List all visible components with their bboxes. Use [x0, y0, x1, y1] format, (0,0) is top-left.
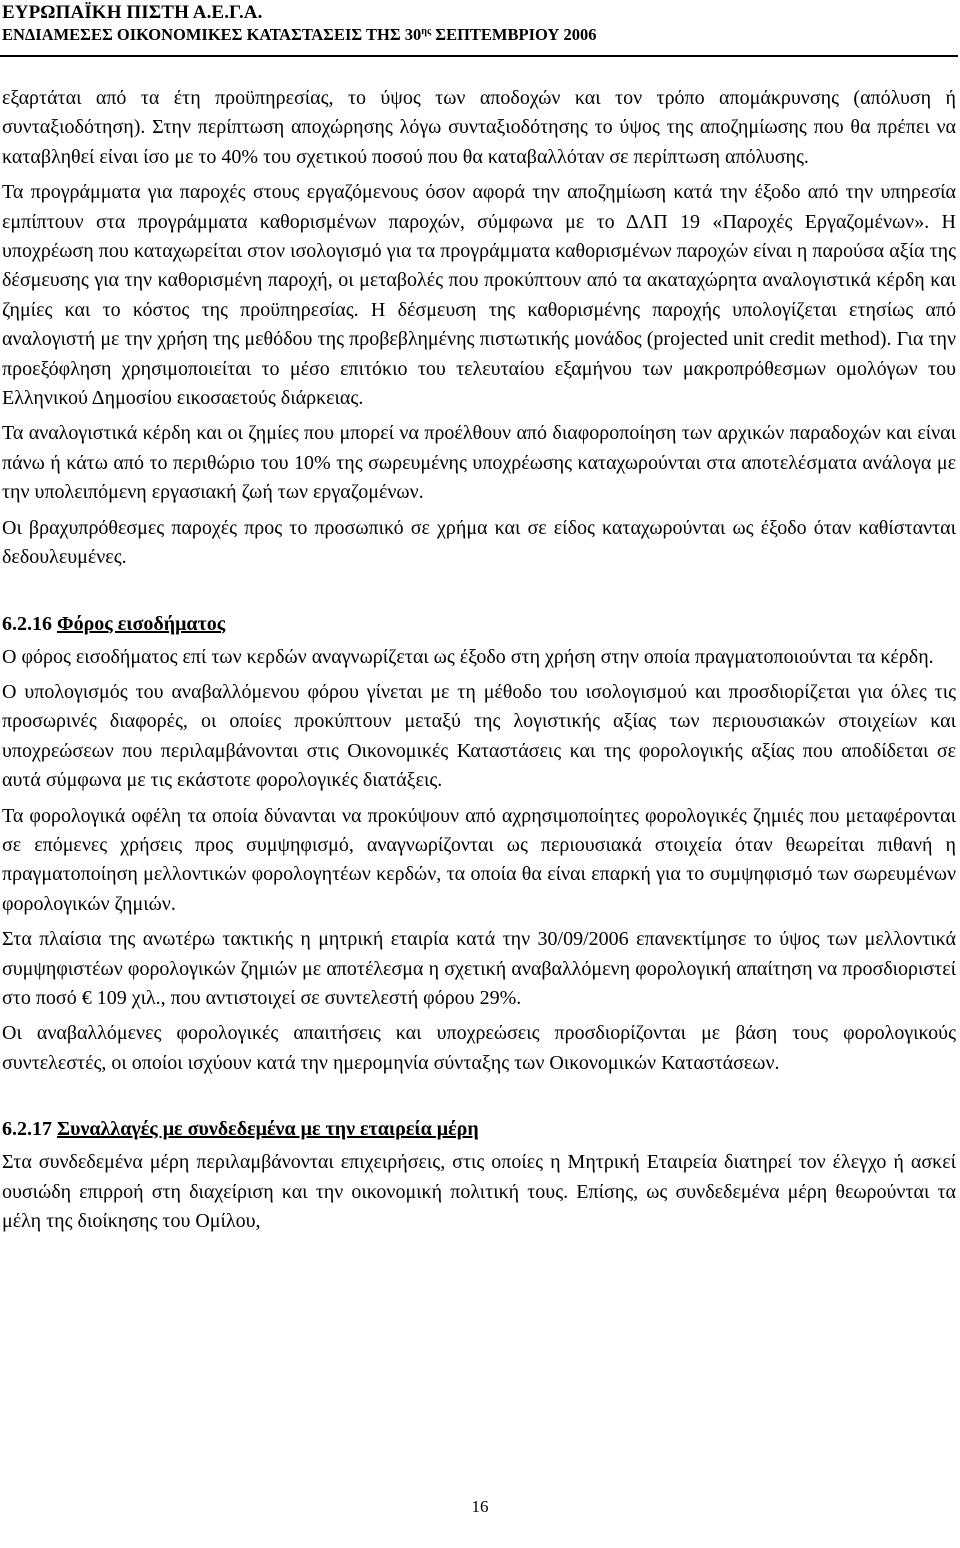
section-heading-related-parties — [2, 1114, 956, 1144]
paragraph: Οι βραχυπρόθεσμες παροχές προς το προσωπικό σε χρήμα και σε είδος καταχωρούνται ως έξοδο όταν καθίστανται δεδουλευμένες. — [2, 516, 956, 569]
subtitle-text: ΕΝΔΙΑΜΕΣΕΣ ΟΙΚΟΝΟΜΙΚΕΣ ΚΑΤΑΣΤΑΣΕΙΣ ΤΗΣ 30 — [2, 25, 422, 44]
paragraph: Στα πλαίσια της ανωτέρω τακτικής η μητρική εταιρία κατά την 30/09/2006 επανεκτίμησε το ύψος των μελλοντικά συμψηφιστέων φορολογικών ζημιών με αποτέλεσμα η σχετική αναβαλλόμενη φορολογική απαίτηση να προσδιοριστεί στο ποσό € 109 χιλ., που αντιστοιχεί σε συντελεστή φόρου 29%. — [2, 928, 956, 1009]
paragraph: Οι αναβαλλόμενες φορολογικές απαιτήσεις και υποχρεώσεις προσδιορίζονται με βάση τους φορολογικούς συντελεστές, οι οποίοι ισχύουν κατά την ημερομηνία σύνταξης των Οικονομικών Καταστάσεων. — [2, 1022, 956, 1074]
subtitle-ordinal: ης — [421, 26, 432, 37]
paragraph: Ο υπολογισμός του αναβαλλόμενου φόρου γίνεται με τη μέθοδο του ισολογισμού και προσδιορίζεται για όλες τις προσωρινές διαφορές, οι οποίες προκύπτουν μεταξύ της λογιστικής αξίας των περιουσιακών στοιχείων και υποχρεώσεων που περιλαμβάνονται στις Οικονομικές Καταστάσεις και της φορολογικής αξίας που αποδίδεται σε αυτά σύμφωνα με τις εκάστοτε φορολογικές διατάξεις. — [2, 680, 956, 792]
header-divider — [0, 55, 958, 57]
paragraph: Τα αναλογιστικά κέρδη και οι ζημίες που μπορεί να προέλθουν από διαφοροποίηση των αρχικών παραδοχών και είναι πάνω ή κάτω από το περιθώριο του 10% της σωρευμένης υποχρέωσης καταχωρούνται στα αποτελέσματα ανάλογα με την υπολειπόμενη εργασιακή ζωή των εργαζομένων. — [2, 422, 956, 504]
section-heading-income-tax — [2, 609, 956, 639]
paragraph: Τα προγράμματα για παροχές στους εργαζόμενους όσον αφορά την αποζημίωση κατά την έξοδο από την υπηρεσία εμπίπτουν στα προγράμματα καθορισμένων παροχών, σύμφωνα με το ΔΛΠ 19 «Παροχές Εργαζομένων». Η υποχρέωση που καταχωρείται στον ισολογισμό για τα προγράμματα καθορισμένων παροχών είναι η παρούσα αξία της δέσμευσης για την καθορισμένη παροχή, οι μεταβολές που προκύπτουν από τα ακαταχώρητα αναλογιστικά κέρδη και ζημίες και το κόστος της προϋπηρεσίας. Η δέσμευση της καθορισμένης παροχής υπολογίζεται ετησίως από αναλογιστή με την χρήση της μεθόδου της προβεβλημένης πιστωτικής μονάδος (projected unit credit method). Για την προεξόφληση χρησιμοποιείται το μέσο επιτόκιο του τελευταίου εξαμήνου των μακροπρόθεσμων ομολόγων του Ελληνικού Δημοσίου εικοσαετούς διάρκειας. — [2, 181, 956, 410]
section-number: 6.2.17 — [2, 1118, 52, 1141]
paragraph: Ο φόρος εισοδήματος επί των κερδών αναγνωρίζεται ως έξοδο στη χρήση στην οποία πραγματοποιούνται τα κέρδη. — [2, 645, 934, 668]
paragraph: εξαρτάται από τα έτη προϋπηρεσίας, το ύψος των αποδοχών και τον τρόπο απομάκρυνσης (απόλυση ή συνταξιοδότηση). Στην περίπτωση αποχώρησης λόγω συνταξιοδότησης το ύψος της αποζημίωσης που θα πρέπει να καταβληθεί είναι ίσο με το 40% του σχετικού ποσού που θα καταβαλλόταν σε περίπτωση απόλυσης. — [2, 87, 956, 168]
document-subtitle — [2, 24, 952, 46]
document-body — [2, 84, 956, 1242]
company-name: ΕΥΡΩΠΑΪΚΗ ΠΙΣΤΗ Α.Ε.Γ.Α. — [2, 2, 263, 23]
page-header — [2, 2, 952, 46]
paragraph: Τα φορολογικά οφέλη τα οποία δύνανται να προκύψουν από αχρησιμοποίητες φορολογικές ζημιές που μεταφέρονται σε επόμενες χρήσεις προς συμψηφισμό, αναγνωρίζονται ως περιουσιακά στοιχεία όταν θεωρείται πιθανή η πραγματοποίηση μελλοντικών φορολογητέων κερδών, τα οποία θα είναι επαρκή για το συμψηφισμό των σωρευμένων φορολογικών ζημιών. — [2, 804, 956, 915]
section-title: Συναλλαγές με συνδεδεμένα με την εταιρεία μέρη — [57, 1118, 479, 1141]
section-number: 6.2.16 — [2, 612, 52, 635]
paragraph: Στα συνδεδεμένα μέρη περιλαμβάνονται επιχειρήσεις, στις οποίες η Μητρική Εταιρεία διατηρεί τον έλεγχο ή ασκεί ουσιώδη επιρροή στη διαχείριση και την οικονομική πολιτική τους. Επίσης, ως συνδεδεμένα μέρη θεωρούνται τα μέλη της διοίκησης του Ομίλου, — [2, 1151, 956, 1232]
section-title: Φόρος εισοδήματος — [57, 612, 226, 635]
subtitle-text-end: ΣΕΠΤΕΜΒΡΙΟΥ 2006 — [431, 25, 597, 44]
page-number: 16 — [471, 1497, 489, 1516]
